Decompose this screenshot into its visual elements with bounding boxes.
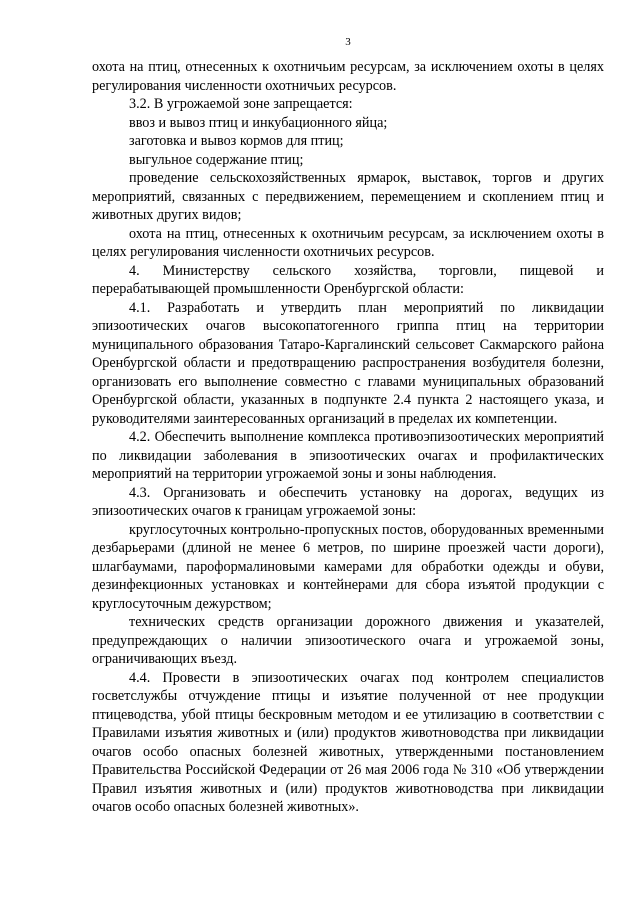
paragraph-ban-hunting: охота на птиц, отнесенных к охотничьим ресурсам, за исключением охоты в целях регулирования численности охотничьих ресурсов.	[92, 225, 604, 260]
paragraph-ban-feed: заготовка и вывоз кормов для птиц;	[129, 133, 344, 149]
paragraph-checkpoints: круглосуточных контрольно-пропускных постов, оборудованных временными дезбарьерами (длиной не менее 6 метров, по ширине проезжей части дороги), шлагбаумами, пароформалиновыми камерами для обработки одежды и обуви, дезинфекционных установках и контейнерами для сбора изъятой продукции с круглосуточным дежурством;	[92, 521, 604, 612]
paragraph-ban-free-range: выгульное содержание птиц;	[129, 151, 304, 168]
paragraph-hunting-ban-continued: охота на птиц, отнесенных к охотничьим ресурсам, за исключением охоты в целях регулирования численности охотничьих ресурсов.	[92, 59, 604, 94]
paragraph-4-1: 4.1. Разработать и утвердить план мероприятий по ликвидации эпизоотических очагов высокопатогенного гриппа птиц на территории муниципального образования Татаро-Каргалинский сельсовет Сакмарского района Оренбургской области и предотвращению распространения возбудителя болезни, организовать его выполнение совместно с главами муниципальных образований Оренбургской области, указанных в подпункте 2.4 пункта 2 настоящего указа, и руководителями заинтересованных организаций в пределах их компетенции.	[92, 299, 604, 427]
paragraph-4-2: 4.2. Обеспечить выполнение комплекса противоэпизоотических мероприятий по ликвидации заболевания в эпизоотических очагах и профилактических мероприятий на территории угрожаемой зоны и зоны наблюдения.	[92, 429, 604, 482]
paragraph-ban-fairs: проведение сельскохозяйственных ярмарок, выставок, торгов и других мероприятий, связанных с передвижением, перемещением и скоплением птиц и животных других видов;	[92, 170, 604, 223]
paragraph-4-4: 4.4. Провести в эпизоотических очагах под контролем специалистов госветслужбы отчуждение птицы и изъятие полученной от нее продукции птицеводства, убой птицы бескровным методом и ее утилизацию в соответствии с Правилами изъятия животных и (или) продуктов животноводства при ликвидации очагов особо опасных болезней животных, утвержденными постановлением Правительства Российской Федерации от 26 мая 2006 года № 310 «Об утверждении Правил изъятия животных и (или) продуктов животноводства при ликвидации очагов особо опасных болезней животных».	[92, 669, 604, 815]
paragraph-3-2: 3.2. В угрожаемой зоне запрещается:	[129, 96, 353, 112]
paragraph-4: 4. Министерству сельского хозяйства, торговли, пищевой и перерабатывающей промышленности Оренбургской области:	[92, 262, 604, 297]
paragraph-traffic-signs: технических средств организации дорожного движения и указателей, предупреждающих о наличии эпизоотического очага и угрожаемой зоны, ограничивающих въезд.	[92, 614, 604, 667]
paragraph-4-3: 4.3. Организовать и обеспечить установку на дорогах, ведущих из эпизоотических очагов к границам угрожаемой зоны:	[92, 484, 604, 519]
page-number: 3	[345, 36, 351, 48]
paragraph-ban-import-export: ввоз и вывоз птиц и инкубационного яйца;	[129, 114, 388, 131]
